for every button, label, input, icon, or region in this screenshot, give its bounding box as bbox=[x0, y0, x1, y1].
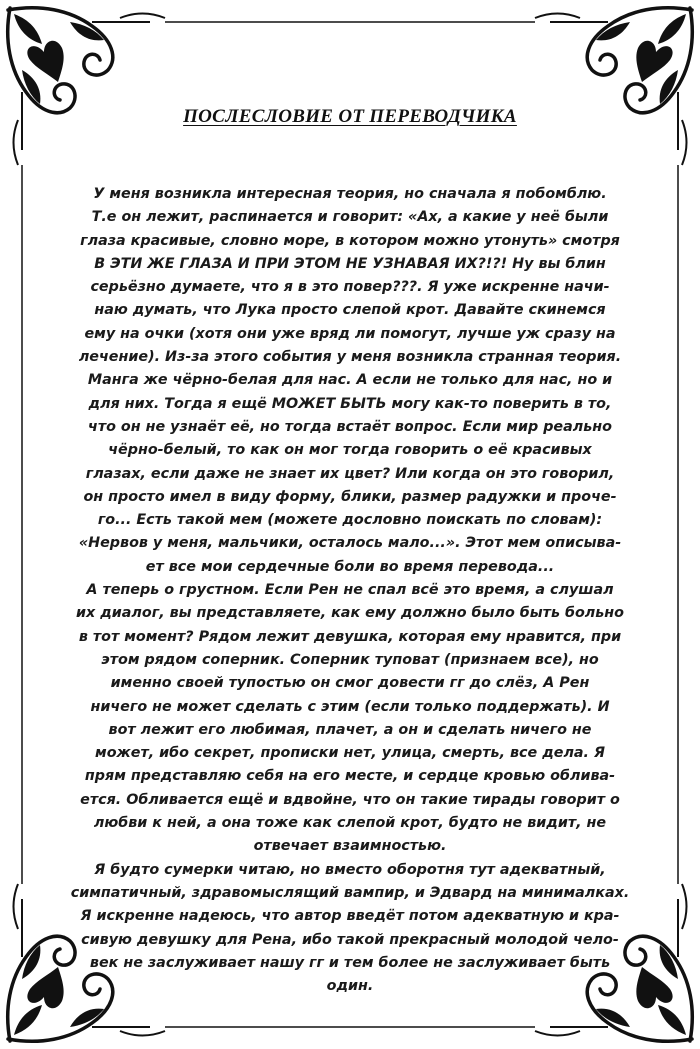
text-line: ему на очки (хотя они уже вряд ли помогут, лучше уж сразу на bbox=[84, 325, 616, 342]
text-line: любви к ней, а она тоже как слепой крот, будто не видит, не bbox=[93, 815, 607, 832]
text-line: прям представляю себя на его месте, и сердце кровью облива- bbox=[84, 768, 616, 785]
text-line: Я искренне надеюсь, что автор введёт потом адекватную и кра- bbox=[80, 908, 620, 925]
text-line: их диалог, вы представляете, как ему должно было быть больно bbox=[76, 605, 624, 622]
corner-ornament-top-right bbox=[535, 8, 692, 165]
text-line: именно своей тупостью он смог довести гг до слёз, А Рен bbox=[110, 675, 590, 692]
text-line: глазах, если даже не знает их цвет? Или когда он это говорил, bbox=[85, 465, 615, 482]
text-line: для них. Тогда я ещё МОЖЕТ БЫТЬ могу как-то поверить в то, bbox=[88, 395, 612, 412]
text-line: серьёзно думаете, что я в это повер???. Я уже искренне начи- bbox=[90, 279, 610, 296]
page-title: ПОСЛЕСЛОВИЕ ОТ ПЕРЕВОДЧИКА bbox=[183, 106, 517, 127]
text-line: ет все мои сердечные боли во время перевода... bbox=[145, 558, 555, 575]
text-line: В ЭТИ ЖЕ ГЛАЗА И ПРИ ЭТОМ НЕ УЗНАВАЯ ИХ?!?! Ну вы блин bbox=[94, 255, 606, 272]
text-line: го... Есть такой мем (можете дословно поискать по словам): bbox=[97, 512, 603, 529]
text-line: что он не узнаёт её, но тогда встаёт вопрос. Если мир реально bbox=[88, 418, 612, 435]
text-line: У меня возникла интересная теория, но сначала я побомблю. bbox=[93, 186, 607, 202]
text-line: он просто имел в виду форму, блики, размер радужки и проче- bbox=[83, 488, 617, 505]
text-line: Манга же чёрно-белая для нас. А если не только для нас, но и bbox=[87, 372, 613, 389]
text-line: может, ибо секрет, прописки нет, улица, смерть, все дела. Я bbox=[95, 745, 605, 762]
text-line: ничего не может сделать с этим (если только поддержать). И bbox=[90, 698, 610, 715]
afterword-text bbox=[62, 183, 638, 998]
text-line: век не заслуживает нашу гг и тем более не заслуживает быть bbox=[89, 954, 611, 971]
text-line: один. bbox=[326, 978, 374, 995]
text-line: лечение). Из-за этого события у меня возникла странная теория. bbox=[78, 349, 622, 366]
text-line: Я будто сумерки читаю, но вместо оборотня тут адекватный, bbox=[94, 861, 606, 878]
text-line: этом рядом соперник. Соперник туповат (признаем все), но bbox=[101, 651, 599, 668]
corner-ornament-top-left bbox=[8, 8, 165, 165]
text-line: вот лежит его любимая, плачет, а он и сделать ничего не bbox=[108, 721, 592, 738]
text-line: глаза красивые, словно море, в котором можно утонуть» смотря bbox=[80, 232, 620, 249]
text-line: А теперь о грустном. Если Рен не спал всё это время, а слушал bbox=[86, 582, 614, 599]
text-line: чёрно-белый, то как он мог тогда говорить о её красивых bbox=[108, 442, 592, 459]
text-line: сивую девушку для Рена, ибо такой прекрасный молодой чело- bbox=[81, 931, 619, 948]
text-line: Т.е он лежит, распинается и говорит: «Ах, а какие у неё были bbox=[91, 209, 609, 226]
text-line: наю думать, что Лука просто слепой крот. Давайте скинемся bbox=[94, 302, 606, 319]
text-line: отвечает взаимностью. bbox=[253, 838, 447, 855]
text-line: симпатичный, здравомыслящий вампир, и Эдвард на минималках. bbox=[70, 884, 630, 901]
text-line: в тот момент? Рядом лежит девушка, которая ему нравится, при bbox=[78, 628, 622, 645]
text-line: «Нервов у меня, мальчики, осталось мало...». Этот мем описыва- bbox=[78, 535, 622, 552]
text-line: ется. Обливается ещё и вдвойне, что он такие тирады говорит о bbox=[80, 791, 620, 808]
